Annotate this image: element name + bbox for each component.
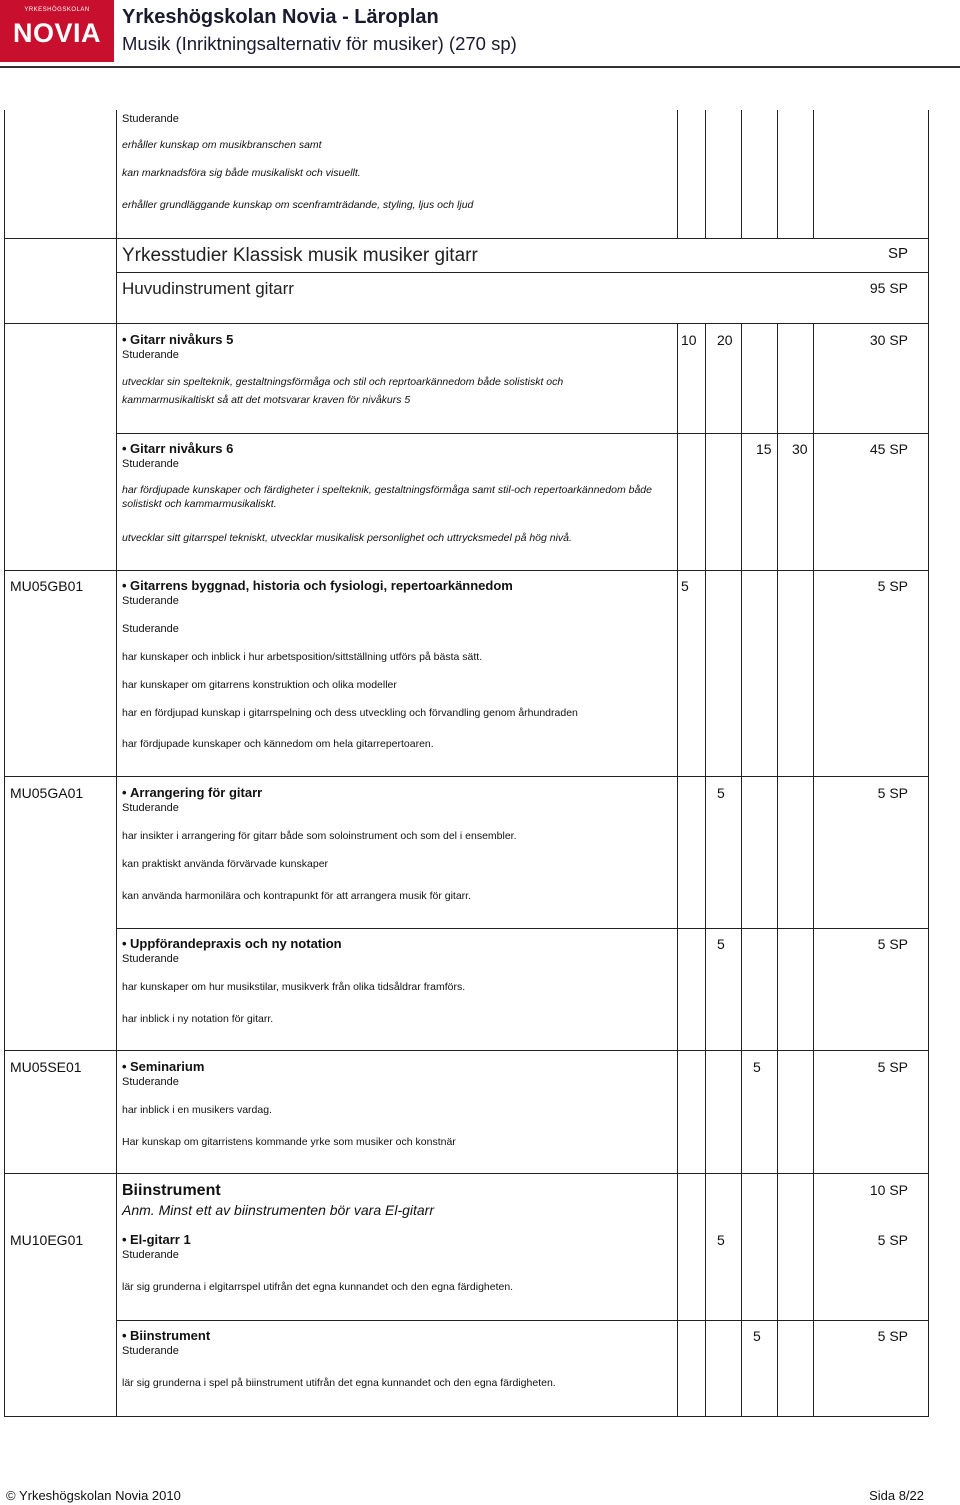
course-title bbox=[122, 785, 262, 800]
course-code: MU10EG01 bbox=[10, 1232, 84, 1248]
course-title-text: Uppförandepraxis och ny notation bbox=[130, 936, 342, 951]
studerande-label: Studerande bbox=[122, 802, 179, 814]
credit-value: 5 bbox=[717, 1232, 725, 1248]
biinstrument-sp: 10 SP bbox=[869, 1182, 908, 1198]
course-title-text: Gitarr nivåkurs 5 bbox=[130, 332, 234, 347]
column-divider bbox=[777, 110, 778, 238]
outcome-line: har kunskaper och inblick i hur arbetsposition/sittställning utförs på bästa sätt. bbox=[122, 651, 483, 663]
course-sp: 5 SP bbox=[877, 578, 908, 594]
course-code: MU05GA01 bbox=[10, 785, 84, 801]
outcome-line: lär sig grunderna i spel på biinstrument utifrån det egna kunnandet och den egna färdigheten. bbox=[122, 1377, 556, 1389]
outcome-line: kan marknadsföra sig både musikaliskt och visuellt. bbox=[122, 167, 361, 179]
course-sp: 5 SP bbox=[877, 785, 908, 801]
bullet-icon: • bbox=[122, 936, 127, 951]
row-divider bbox=[116, 1320, 928, 1321]
credit-value: 5 bbox=[753, 1059, 761, 1075]
bullet-icon: • bbox=[122, 332, 127, 347]
course-title bbox=[122, 332, 233, 347]
row-divider bbox=[4, 776, 928, 777]
section-subtitle: Huvudinstrument gitarr bbox=[122, 279, 294, 298]
page-title: Yrkeshögskolan Novia - Läroplan bbox=[122, 6, 439, 28]
row-divider bbox=[116, 433, 928, 434]
novia-logo bbox=[0, 0, 114, 62]
studerande-label: Studerande bbox=[122, 1249, 179, 1261]
page-subtitle: Musik (Inriktningsalternativ för musiker) (270 sp) bbox=[122, 33, 517, 54]
course-title bbox=[122, 936, 342, 951]
course-sp: 5 SP bbox=[877, 936, 908, 952]
bullet-icon: • bbox=[122, 1328, 127, 1343]
bullet-icon: • bbox=[122, 785, 127, 800]
column-divider bbox=[741, 110, 742, 238]
credit-value: 5 bbox=[717, 936, 725, 952]
table-bottom-border bbox=[4, 1416, 928, 1417]
bullet-icon: • bbox=[122, 1059, 127, 1074]
outcome-line: erhåller grundläggande kunskap om scenframträdande, styling, ljus och ljud bbox=[122, 199, 474, 211]
studerande-label: Studerande bbox=[122, 458, 179, 470]
course-sp: 5 SP bbox=[877, 1232, 908, 1248]
row-divider bbox=[116, 272, 928, 273]
outcome-line: erhåller kunskap om musikbranschen samt bbox=[122, 139, 322, 151]
section-sp: 95 SP bbox=[869, 280, 908, 296]
biinstrument-note: Anm. Minst ett av biinstrumenten bör vara El-gitarr bbox=[122, 1202, 435, 1218]
credit-value: 20 bbox=[717, 332, 733, 348]
studerande-label: Studerande bbox=[122, 1345, 179, 1357]
course-title bbox=[122, 441, 233, 456]
studerande-label: Studerande bbox=[122, 349, 179, 361]
outcome-line: har insikter i arrangering för gitarr både som soloinstrument och som del i ensembler. bbox=[122, 830, 517, 842]
column-divider bbox=[705, 110, 706, 238]
logo-main-text: NOVIA bbox=[12, 18, 101, 48]
credit-value: 5 bbox=[717, 785, 725, 801]
studerande-label: Studerande bbox=[122, 595, 179, 607]
credit-value: 15 bbox=[756, 441, 772, 457]
course-sp: 30 SP bbox=[869, 332, 908, 348]
row-divider bbox=[4, 1050, 928, 1051]
bullet-icon: • bbox=[122, 578, 127, 593]
course-title bbox=[122, 1059, 204, 1074]
credit-value: 30 bbox=[792, 441, 808, 457]
course-title-text: Gitarrens byggnad, historia och fysiologi, repertoarkännedom bbox=[130, 578, 513, 593]
course-sp: 45 SP bbox=[869, 441, 908, 457]
table-right-border bbox=[928, 110, 929, 1417]
column-divider bbox=[116, 110, 117, 1417]
table-left-border bbox=[4, 110, 5, 1417]
studerande-label: Studerande bbox=[122, 623, 179, 635]
outcome-line: har inblick i ny notation för gitarr. bbox=[122, 1013, 274, 1025]
footer-page-number: Sida 8/22 bbox=[869, 1488, 924, 1503]
course-sp: 5 SP bbox=[877, 1328, 908, 1344]
row-divider bbox=[4, 238, 928, 239]
biinstrument-heading: Biinstrument bbox=[122, 1182, 221, 1199]
course-title bbox=[122, 578, 513, 593]
row-divider bbox=[4, 1173, 928, 1174]
column-divider bbox=[813, 323, 814, 1417]
studerande-label: Studerande bbox=[122, 953, 179, 965]
outcome-line: har fördjupade kunskaper och kännedom om hela gitarrepertoaren. bbox=[122, 738, 434, 750]
course-sp: 5 SP bbox=[877, 1059, 908, 1075]
footer-copyright: © Yrkeshögskolan Novia 2010 bbox=[6, 1488, 181, 1503]
bullet-icon: • bbox=[122, 441, 127, 456]
course-title bbox=[122, 1328, 210, 1343]
course-title-text: Seminarium bbox=[130, 1059, 205, 1074]
outcome-line: har en fördjupad kunskap i gitarrspelning och dess utveckling och förvandling genom århundraden bbox=[122, 707, 578, 719]
column-divider bbox=[705, 323, 706, 1417]
row-divider bbox=[4, 570, 928, 571]
outcome-line: har kunskaper om hur musikstilar, musikverk från olika tidsåldrar framförs. bbox=[122, 981, 466, 993]
outcome-line: utvecklar sin spelteknik, gestaltningsförmåga och stil och reprtoarkännedom både solistiskt och kammarmusikaltiskt så att det motsvarar kraven för nivåkurs 5 bbox=[122, 376, 564, 406]
credit-value: 5 bbox=[753, 1328, 761, 1344]
course-title-text: Arrangering för gitarr bbox=[130, 785, 263, 800]
course-title-text: El-gitarr 1 bbox=[130, 1232, 191, 1247]
outcome-line: kan praktiskt använda förvärvade kunskaper bbox=[122, 858, 329, 870]
section-title: Yrkesstudier Klassisk musik musiker gitarr bbox=[122, 245, 478, 266]
outcome-line: har fördjupade kunskaper och färdigheter i spelteknik, gestaltningsförmåga samt stil-och repertoarkännedom både solistiskt och kammarmusikaliskt. bbox=[122, 484, 652, 510]
studerande-label: Studerande bbox=[122, 113, 179, 125]
sp-column-header: SP bbox=[887, 245, 908, 262]
course-title-text: Gitarr nivåkurs 6 bbox=[130, 441, 234, 456]
course-code: MU05GB01 bbox=[10, 578, 84, 594]
row-divider bbox=[116, 928, 928, 929]
outcome-line: Har kunskap om gitarristens kommande yrke som musiker och konstnär bbox=[122, 1136, 456, 1148]
outcome-line: kan använda harmonilära och kontrapunkt för att arrangera musik för gitarr. bbox=[122, 890, 472, 902]
outcome-line: utvecklar sitt gitarrspel tekniskt, utvecklar musikalisk personlighet och uttrycksmedel på hög nivå. bbox=[122, 532, 572, 544]
logo-top-text: YRKESHÖGSKOLAN bbox=[24, 7, 90, 13]
header-rule bbox=[0, 66, 960, 68]
column-divider bbox=[741, 323, 742, 1417]
outcome-line: lär sig grunderna i elgitarrspel utifrån det egna kunnandet och den egna färdigheten. bbox=[122, 1281, 514, 1293]
course-title bbox=[122, 1232, 191, 1247]
credit-value: 5 bbox=[681, 578, 689, 594]
outcome-line: har inblick i en musikers vardag. bbox=[122, 1104, 272, 1116]
column-divider bbox=[777, 323, 778, 1417]
row-divider bbox=[4, 323, 928, 324]
outcome-line: har kunskaper om gitarrens konstruktion och olika modeller bbox=[122, 679, 397, 691]
course-title-text: Biinstrument bbox=[130, 1328, 211, 1343]
credit-value: 10 bbox=[681, 332, 697, 348]
bullet-icon: • bbox=[122, 1232, 127, 1247]
studerande-label: Studerande bbox=[122, 1076, 179, 1088]
column-divider bbox=[813, 110, 814, 238]
course-code: MU05SE01 bbox=[10, 1059, 82, 1075]
